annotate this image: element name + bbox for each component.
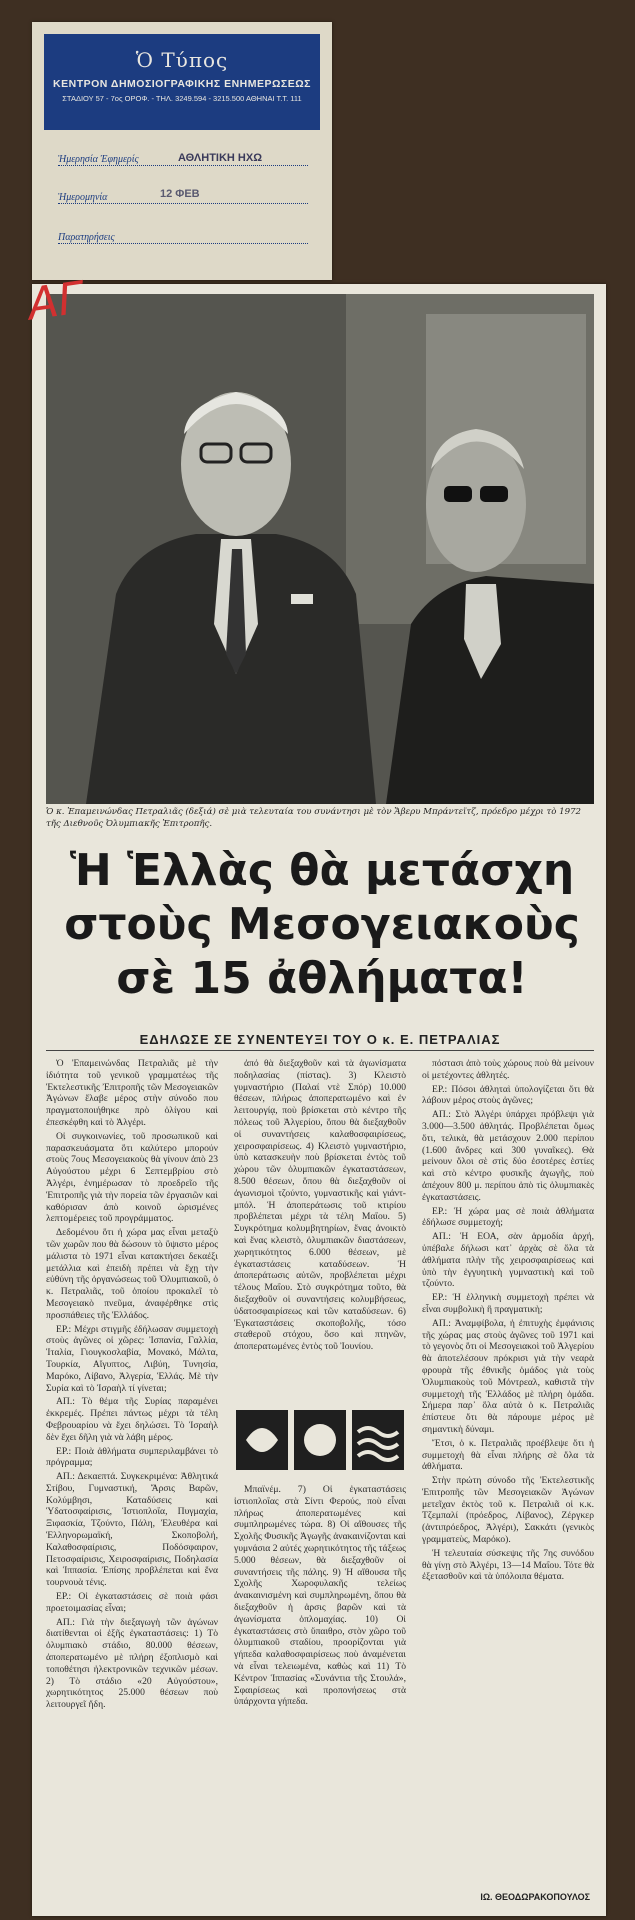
article-paragraph: ΑΠ.: Ἡ ΕΟΑ, σὰν ἁρμοδία ἀρχή, ὑπέβαλε δήλωσι κατ᾽ ἀρχὰς σὲ ὅλα τὰ ἀθλήματα πλὴν τῆς χειροσφαιρίσεως καὶ ὑπὸ τὴν ἐγγυητικὴ γυμναστικὴ καὶ τοῦ τζούντο. [422,1231,594,1290]
photo-illustration [46,294,594,804]
article-paragraph: ΑΠ.: Τὸ θέμα τῆς Συρίας παραμένει ἐκκρεμές. Πρέπει πάντως μέχρι τὰ τέλη Φεβρουαρίου νὰ ἔχει δηλώσει. Τὸ Ἰσραὴλ δὲν ἔχει δῆλη γιὰ νὰ λάβη μέρος. [46,1396,218,1443]
article-column-2b [234,1484,406,1888]
slip-subtitle: ΚΕΝΤΡΟΝ ΔΗΜΟΣΙΟΓΡΑΦΙΚΗΣ ΕΝΗΜΕΡΩΣΕΩΣ [53,78,311,90]
article-column-3 [422,1058,594,1884]
article-paragraph: Στὴν πρώτη σύνοδο τῆς Ἐκτελεστικῆς Ἐπιτροπῆς τῶν Μεσογειακῶν Ἀγώνων μετεῖχαν ἐκτὸς τοῦ κ. Πετραλιᾶ οἱ κ.κ. Τζεμπαλί (πρόεδρος, Λίβανος), Ζέργκερ (ἀντιπρόεδρος, Ἀλγέρι), Σακκάτι (γενικὸς γραμματεὺς, Μαρόκο). [422,1475,594,1546]
newspaper-stamp: ΑΘΛΗΤΙΚΗ ΗΧΩ [178,152,263,164]
mediterranean-games-emblem [234,1402,406,1478]
author-signature: ΙΩ. ΘΕΟΔΩΡΑΚΟΠΟΥΛΟΣ [480,1892,590,1902]
slip-address: ΣΤΑΔΙΟΥ 57 - 7ος ΟΡΟΦ. - ΤΗΛ. 3249.594 - 3215.500 ΑΘΗΝΑΙ Τ.Τ. 111 [62,94,302,103]
slip-header [44,34,320,130]
article-photo [46,294,594,804]
article-paragraph: ΑΠ.: Ἀναμφίβολα, ἡ ἐπιτυχὴς ἐμφάνισις τῆς χώρας μας στοὺς ἀγῶνες τοῦ 1971 καὶ τὸ γεγονὸς ὅτι οἱ Μεσογειακοὶ τοῦ Ἀλγερίου θὰ ἀποτελέσουν πρόκρισι γιὰ τὴν νεαρὰ φρουρὰ τῆς ἐθνικῆς ὁμάδος γιὰ τοὺς Ὀλυμπιακοὺς τοῦ Μόντρεαλ, καθιστᾶ τὴν συμμετοχὴ τῆς Ἑλλάδος μὲ πλήρη ὁμάδα. Σήμερα παρ᾽ ὅλα αὐτὰ ὁ κ. Πετραλιᾶς ἐπίστευε ὅτι θὰ πάρουμε μέρος μὲ σημαντικὴ δύναμι. [422,1317,594,1435]
headline-line-3: σὲ 15 ἀθλήματα! [116,953,528,1004]
handwritten-mark: ΑΓ [24,272,86,331]
slip-field-notes [58,232,308,244]
article-paragraph: ΑΠ.: Γιὰ τὴν διεξαγωγὴ τῶν ἀγώνων διατίθενται οἱ ἑξῆς ἐγκαταστάσεις: 1) Τὸ ὀλυμπιακὸ στάδιο, 80.000 θέσεων, ἀποπερατωμένο μὲ πλήρη ἐξοπλισμὸ καὶ τοποθέτησι ἠλεκτρονικῶν τεχνικῶν μέσων. 2) Τὸ στάδιο «20 Αὐγούστου», χωρητικότητος 25.000 θέσεων ποὺ λειτουργεῖ ἤδη. [46,1616,218,1711]
article-paragraph: Δεδομένου ὅτι ἡ χώρα μας εἶναι μεταξὺ τῶν χωρῶν που θὰ δώσουν τὸ ὕψιστο μέρος μάλιστα τὸ 1971 εἶναι κατακτήσει δεκαέξι μετάλλια καὶ ἐπειδὴ πρέπει νὰ ἔχῃ τὴν εὐθύνη τῆς ὀργανώσεως τοῦ Ὀλυμπιακοῦ, ὁ κ. Πετραλιᾶς, τοῦ ὁποίου προκαλεῖ τὸ Μεσογειακὸ πνεῦμα, ἀναφέρθηκε στὶς προσπάθειες τῆς Ἑλλάδος. [46,1227,218,1321]
slip-field-date-label: Ἡμερομηνία [58,192,108,203]
article-paragraph: Ἔτσι, ὁ κ. Πετραλιᾶς προέβλεψε ὅτι ἡ συμμετοχὴ θὰ εἶναι πλήρης σὲ ὅλα τὰ ἀθλήματα. [422,1437,594,1473]
newspaper-clipping [32,284,606,1916]
slip-title: Ὁ Τύπος [135,48,229,72]
article-column-1 [46,1058,218,1888]
headline-line-1: Ἡ Ἑλλὰς θὰ μετάσχη [69,845,575,896]
article-paragraph: Μπαϊνέμ. 7) Οἱ ἐγκαταστάσεις ἱστιοπλοΐας στὰ Σίντι Φερούς, ποὺ εἶναι πλήρως ἀποπερατωμένες καὶ συμπληρωμένες τώρα. 8) Οἱ αἴθουσες τῆς Σχολῆς Φυσικῆς Ἀγωγῆς ἀνακαινίζονται καὶ γυμνάσια 2 αὐτές χωρητικότητος τῆς τάξεως 5.000 θέσεων, θὰ διεξαχθοῦν οἱ συναντήσεις τῆς πάλης. 9) Ἡ αἴθουσα τῆς Σχολῆς Χωροφυλακῆς τελείως ἀνακαινισμένη καὶ συμπληρωμένη, ὅπου θὰ διεξαχθοῦν ἡ ἀρσις βαρῶν καὶ τὰ ἀγωνίσματα ὁπλομαχίας. 10) Οἱ ἐγκαταστάσεις στὸ ὕπαιθρο, στὸν χῶρο τοῦ ὀλυμπιακοῦ σταδίου, προορίζονται γιὰ γήπεδα καλαθοσφαιρίσεως ποὺ ἀναμένεται νὰ εἶναι τελειωμένα, καθὼς καὶ 11) Τὸ Κέντρον Ἱππασίας «Συνάντια τῆς Στουλά», Σφαιρίσεως καὶ προπονήσεως στὰ ὑπάρχοντα γήπεδα. [234,1484,406,1708]
slip-field-notes-label: Παρατηρήσεις [58,232,115,243]
article-paragraph: ΕΡ.: Μέχρι στιγμῆς ἐδήλωσαν συμμετοχὴ στοὺς ἀγῶνες οἱ χῶρες: Ἰσπανία, Γαλλία, Ἰταλία, Γιουγκοσλαβία, Μονακό, Μάλτα, Τουρκία, Αἴγυπτος, Λιβύη, Τυνησία, Μαρόκο, Λίβανο, Ἀλγερία, Ἑλλάς. Μὲ τὴν Συρία καὶ τὸ Ἰσραὴλ τί γίνεται; [46,1323,218,1394]
article-paragraph: ΕΡ.: Πόσοι ἀθληταὶ ὑπολογίζεται ὅτι θὰ λάβουν μέρος στοὺς ἀγῶνες; [422,1083,594,1107]
games-logos [234,1402,406,1482]
article-paragraph: ΕΡ.: Ποιὰ ἀθλήματα συμπεριλαμβάνει τὸ πρόγραμμα; [46,1445,218,1469]
photo-caption: Ὁ κ. Ἐπαμεινώνδας Πετραλιᾶς (δεξιά) σὲ μιὰ τελευταία του συνάντησι μὲ τὸν Ἄβερυ Μπράντεϊτζ, πρόεδρο μέχρι τὸ 1972 τῆς Διεθνοῦς Ὀλυμπιακῆς Ἐπιτροπῆς. [46,807,582,829]
article-paragraph: ἀπό θὰ διεξαχθοῦν καὶ τὰ ἀγωνίσματα ποδηλασίας (πίστας). 3) Κλειστὸ γυμναστήριο (Παλαί ντὲ Σπόρ) 10.000 θέσεων, πλήρως ἀποπερατωμένο καὶ ἐν λειτουργίᾳ, ποὺ βρίσκεται στὸ κέντρο τῆς πόλεως τοῦ Ἀλγερίου, ὅπου θὰ διεξαχθοῦν οἱ συναντήσεις καλαθοσφαιρίσεως, χειροσφαιρίσεως. 4) Κλειστὸ γυμναστήριο, ὑπὸ κατασκευὴν ποὺ βρίσκεται ἐντὸς τοῦ χώρου τῶν ὀλυμπιακῶν ἐγκαταστάσεων, 8.500 θέσεων, ὅπου θὰ διεξαχθοῦν οἱ ἀγωνισμοὶ τζούντο, γυμναστικῆς καὶ γιάντ-μπόλ. Ἡ ἀποπεράτωσις τοῦ κτιρίου προβλέπεται μέχρι τὰ τέλη Μαΐου. 5) Συγκρότημα κολυμβητηρίων, ἕνας ἀνοικτὸ καὶ ἕνας κλειστὸ, ὀλυμπιακῶν διαστάσεων, χωρητικότητος 6.000 θέσεων, μὲ ἐγκαταστάσεις καταδύσεων. Ἡ ἀποπεράτωσις αὐτῶν, προβλέπεται μέχρι τέλους Μαΐου. Στὸ συγκρότημα τοῦτο, θὰ διεξαχθοῦν οἱ συναντήσεις κολυμβήσεως, ὑδατοσφαιρίσεως καὶ τῶν καταδύσεων. 6) Ἐγκαταστάσεις σκοποβολῆς, τόσο σταθεροῦ στόχου, ὅσο καὶ πτηνῶν, ἀποπερατωμένες ἐντὸς τοῦ Ἰουνίου. [234,1058,406,1353]
article-column-2a [234,1058,406,1394]
slip-field-newspaper-label: Ἡμερησία Ἐφημερίς [58,154,139,165]
article-headline [52,844,592,1006]
article-paragraph: Οἱ συγκοινωνίες, τοῦ προσωπικοῦ καὶ παρασκευάσματα ὅτι καλύτερο μπορούν στοὺς 7ους Μεσογειακοὺς θὰ γίνουν ἀπὸ 23 Αὐγούστου μέχρι 6 Σεπτεμβρίου στὸ Ἀλγέρι, ἐνημέρωσαν τὸ προεδρεῖο τῆς Ἐπιτροπῆς γιὰ τὴν πορεία τῶν ἐργασιῶν καὶ καθόρισαν ἀπὸ κοινοῦ ὡρισμένες λεπτομέρειες τοῦ προγράμματος. [46,1130,218,1225]
article-paragraph: ΑΠ.: Δεκαεπτά. Συγκεκριμένα: Ἀθλητικά Στίβου, Γυμναστική, Ἄρσις Βαρῶν, Κολύμβησι, Καταδύσεις καὶ Ὑδατοσφαίρισις, Ἱστιοπλοΐα, Πυγμαχία, Ξιφασκία, Τζούντο, Πάλη, Ἐλευθέρα καὶ Ἑλληνορωμαϊκή, Σκοποβολή, Καλαθοσφαίρισις, Ποδόσφαιρον, Πετοσφαίρισις, Χειροσφαίρισις, Ποδηλασία καὶ Ἱππασία. Ἐπίσης προβλέπεται καὶ ἕνα τουρνουὰ τένις. [46,1471,218,1589]
date-stamp: 12 ΦΕΒ [160,188,200,200]
article-subhead: ΕΔΗΛΩΣΕ ΣΕ ΣΥΝΕΝΤΕΥΞΙ ΤΟΥ Ο κ. Ε. ΠΕΤΡΑΛΙΑΣ [139,1032,501,1047]
headline-line-2: στοὺς Μεσογειακοὺς [64,899,580,950]
article-paragraph: Ὁ Ἐπαμεινώνδας Πετραλιᾶς μὲ τὴν ἰδιότητα τοῦ γενικοῦ γραμματέως τῆς Ἐκτελεστικῆς Ἐπιτροπῆς τῶν Μεσογειακῶν Ἀγώνων ἔλαβε μέρος στὴν σύνοδο που πραγματοποιήθηκε πρὸ ὀλίγου καὶ ἐπεσκέφθη καὶ τὸ Ἀλγέρι. [46,1058,218,1128]
clipping-slip [32,22,332,280]
subhead-rule [46,1050,594,1051]
article-paragraph: ΕΡ.: Ἡ ἑλληνικὴ συμμετοχὴ πρέπει νὰ εἶναι συμβολικὴ ἢ πραγματικὴ; [422,1292,594,1315]
article-paragraph: ΕΡ.: Οἱ ἐγκαταστάσεις σὲ ποιὰ φάσι προετοιμασίας εἶναι; [46,1591,218,1614]
article-paragraph: πόστασι ἀπὸ τοὺς χώρους ποὺ θὰ μείνουν οἱ μετέχοντες ἀθλητές. [422,1058,594,1081]
article-paragraph: ΑΠ.: Στὸ Ἀλγέρι ὑπάρχει πρόβλεψι γιὰ 3.000—3.500 ἀθλητάς. Προβλέπεται ὅμως ὅτι, τελικὰ, θὰ μετάσχουν 2.000 περίπου (1.600 ἄνδρες καὶ 300 γυναῖκες). Θὰ μείνουν ὅλοι σὲ στὶς δύο ἐσοτέρες ἑστίες καὶ στὸ κέντρο φυσικῆς ἀγωγῆς, ποὺ ἀπέχουν 800 μ. περίπου ἀπὸ τὶς ὀλυμπιακὲς ἐγκαταστάσεις. [422,1109,594,1203]
article-paragraph: Ἡ τελευταία σύσκεψις τῆς 7ης συνόδου θὰ γίνῃ στὸ Ἀλγέρι, 13—14 Μαΐου. Τότε θὰ ἐξετασθοῦν καὶ τὰ ὑπόλοιπα θέματα. [422,1547,594,1583]
article-paragraph: ΕΡ.: Ἡ χώρα μας σὲ ποιὰ ἀθλήματα ἐδήλωσε συμμετοχή; [422,1205,594,1229]
